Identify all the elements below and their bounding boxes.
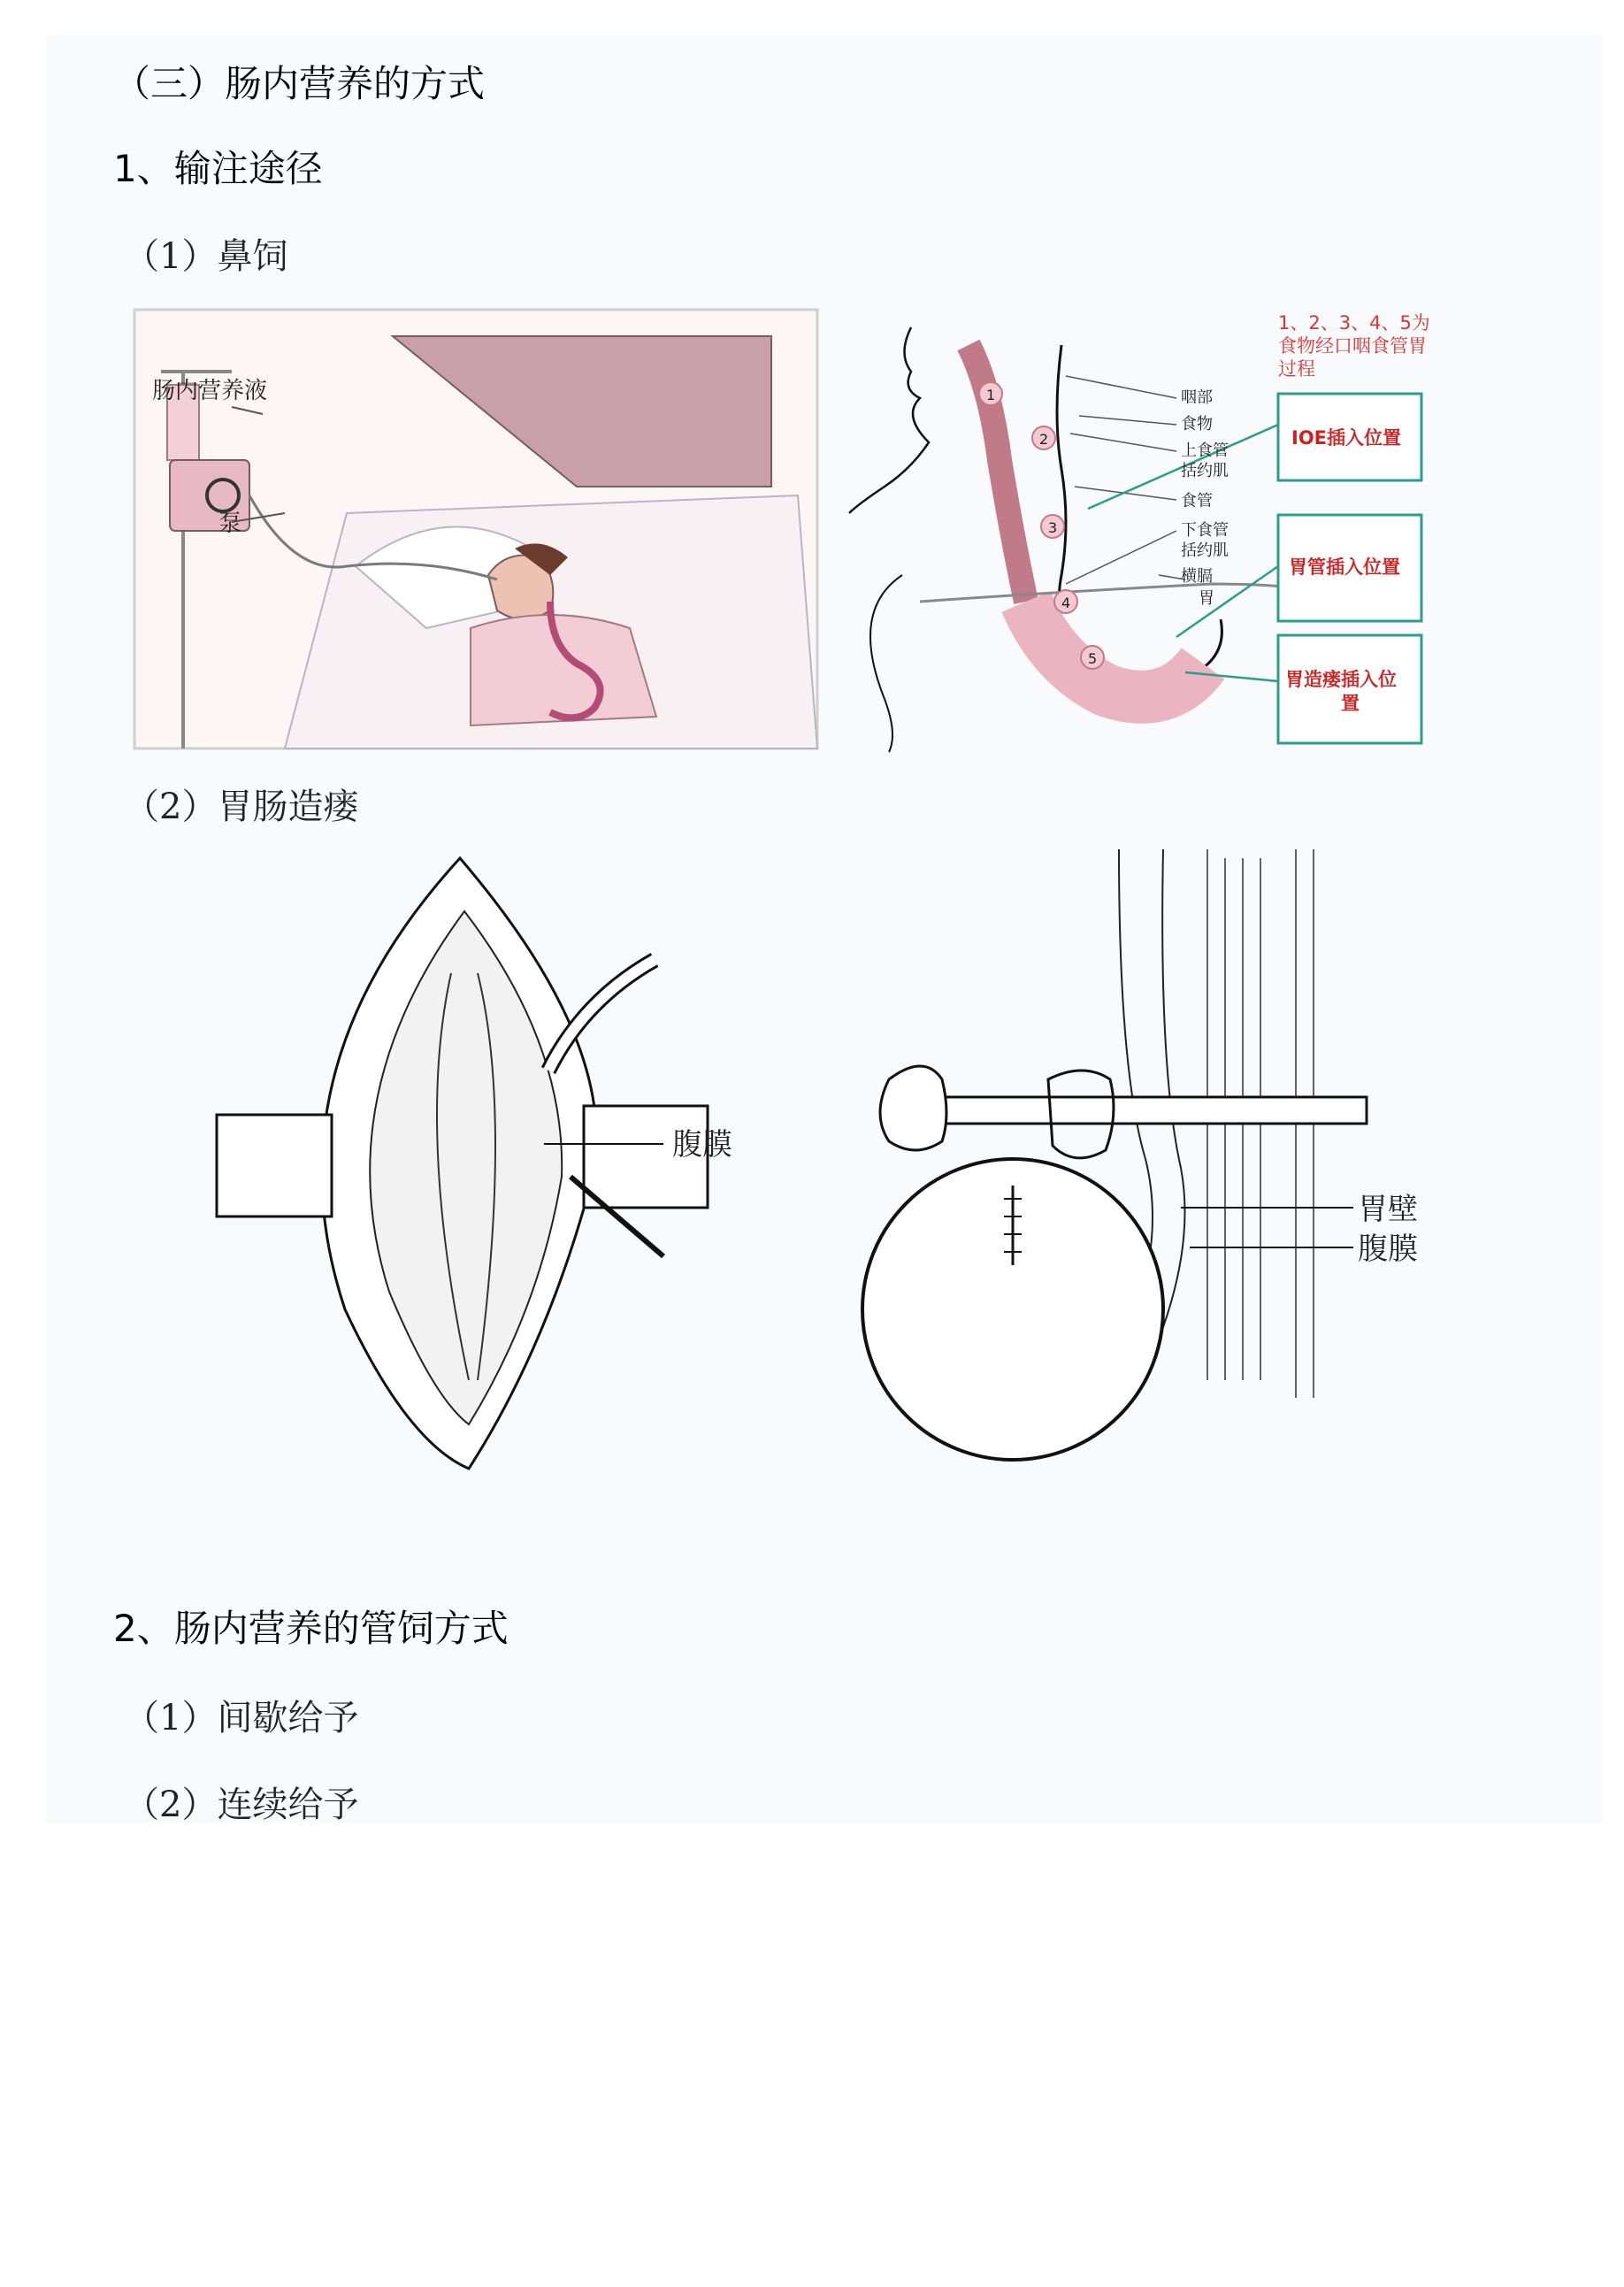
section-heading: （三）肠内营养的方式 [113, 62, 486, 105]
box-gastrostomy-label-2: 置 [1341, 693, 1360, 714]
note-line-1: 1、2、3、4、5为 [1278, 312, 1430, 334]
label-stomach: 胃 [1199, 589, 1214, 608]
label-pump: 泵 [218, 510, 242, 537]
note-line-2: 食物经口咽食管胃 [1278, 335, 1427, 357]
label-sphincter-upper: 括约肌 [1181, 462, 1229, 480]
subsection-title-routes: 1、输注途径 [113, 147, 323, 190]
svg-text:2: 2 [1039, 431, 1049, 448]
figure-nasal-feeding [134, 310, 817, 748]
label-food: 食物 [1181, 415, 1213, 434]
item-nasal-feeding: （1）鼻饲 [124, 236, 288, 277]
box-ioe-label: IOE插入位置 [1291, 427, 1402, 449]
label-stomach-wall: 胃壁 [1358, 1192, 1418, 1227]
svg-text:5: 5 [1088, 650, 1098, 667]
label-lower-esophageal: 下食管 [1181, 521, 1229, 540]
label-esophagus: 食管 [1181, 492, 1213, 510]
label-peritoneum-left: 腹膜 [672, 1127, 732, 1163]
item-gastrostomy: （2）胃肠造瘘 [124, 787, 359, 827]
svg-text:4: 4 [1061, 595, 1071, 611]
figure-gastrostomy-tube [854, 849, 1420, 1486]
svg-text:1: 1 [986, 387, 996, 403]
label-pharynx: 咽部 [1181, 388, 1213, 407]
figure-esophagus-diagram [849, 310, 1446, 752]
box-gastrostomy-label-1: 胃造瘘插入位 [1285, 669, 1397, 690]
box-gastric-tube-label: 胃管插入位置 [1289, 556, 1400, 578]
subsection-title-feeding-methods: 2、肠内营养的管饲方式 [113, 1607, 509, 1650]
label-upper-esophageal: 上食管 [1181, 441, 1229, 460]
figure-incision [212, 849, 778, 1477]
item-intermittent: （1）间歇给予 [124, 1698, 359, 1738]
label-peritoneum-right: 腹膜 [1358, 1232, 1418, 1267]
label-diaphragm: 横膈 [1181, 567, 1213, 586]
note-line-3: 过程 [1278, 358, 1315, 380]
label-nutrition-solution: 肠内营养液 [152, 378, 268, 404]
label-sphincter-lower: 括约肌 [1181, 541, 1229, 560]
item-continuous: （2）连续给予 [124, 1784, 359, 1825]
svg-text:3: 3 [1048, 519, 1058, 536]
